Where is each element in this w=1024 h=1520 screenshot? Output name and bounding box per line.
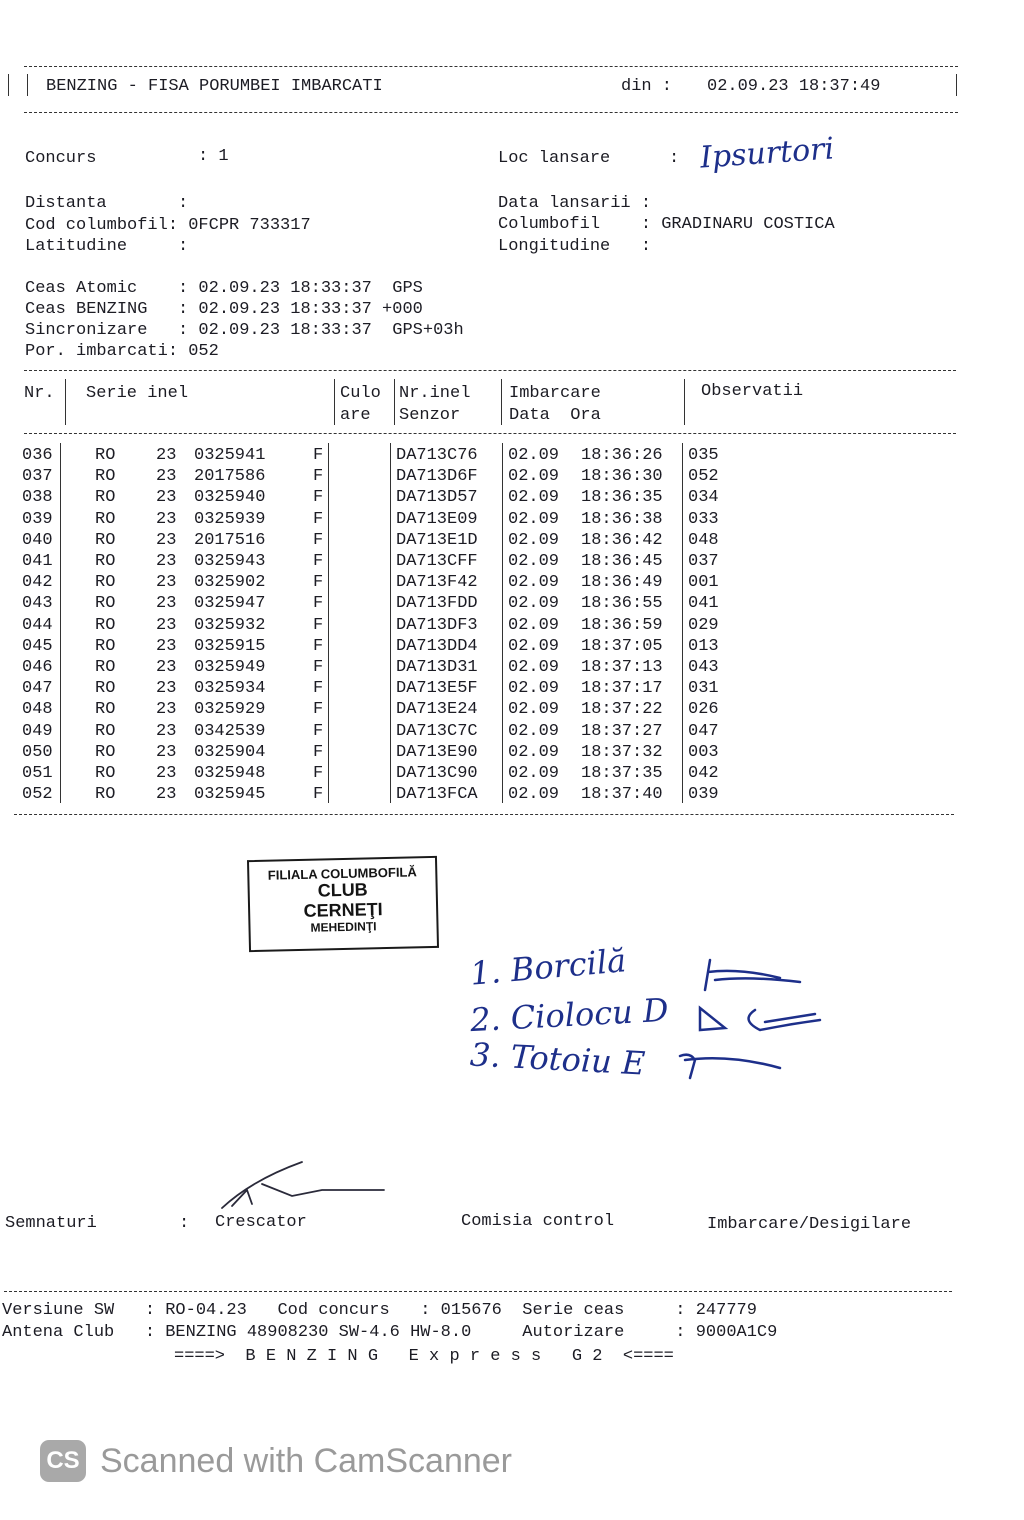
camscanner-logo-icon: CS: [40, 1440, 86, 1482]
print-date-value: 02.09.23 18:37:49: [707, 77, 881, 96]
row-sex: F: [313, 467, 324, 487]
row-sex: F: [313, 509, 324, 529]
row-serie: 0325948: [194, 764, 266, 783]
table-col-line-2: [334, 379, 335, 425]
row-data: 02.09: [508, 785, 560, 805]
comisia-control-label: Comisia control: [461, 1212, 615, 1231]
row-country: RO: [95, 446, 116, 465]
row-nr: 046: [22, 658, 53, 677]
table-row: [0, 447, 1024, 468]
footer-top-border: [4, 1291, 952, 1292]
row-senzor: DA713FCA: [396, 785, 478, 805]
row-ora: 18:36:30: [581, 467, 663, 487]
row-sex: F: [313, 446, 324, 465]
row-country: RO: [95, 721, 116, 741]
row-data: 02.09: [508, 742, 560, 762]
table-row: [0, 723, 1024, 744]
footer-line-1: Versiune SW : RO-04.23 Cod concurs : 015676 Serie ceas : 247779: [2, 1301, 757, 1320]
row-data: 02.09: [508, 446, 560, 465]
row-observatii: 043: [688, 658, 719, 677]
row-nr: 041: [22, 552, 53, 571]
row-serie: 0325943: [194, 552, 266, 571]
row-year: 23: [156, 573, 177, 593]
crescator-signature: [212, 1160, 392, 1220]
handwritten-name-1: 1. Borcilă: [468, 941, 628, 993]
header-left-mark: [8, 74, 9, 96]
row-country: RO: [95, 679, 116, 699]
footer-line-3: ====> B E N Z I N G E x p r e s s G 2 <====: [174, 1347, 674, 1366]
col-header-culoare-1: Culo: [340, 384, 381, 403]
row-nr: 039: [22, 509, 53, 529]
row-serie: 0342539: [194, 721, 266, 741]
row-nr: 038: [22, 488, 53, 508]
print-date-label: din :: [621, 77, 673, 96]
row-year: 23: [156, 615, 177, 635]
handwritten-name-2: 2. Ciolocu D: [469, 990, 670, 1040]
row-country: RO: [95, 530, 116, 550]
semnaturi-sep: :: [179, 1214, 190, 1233]
row-ora: 18:36:55: [581, 594, 663, 614]
row-country: RO: [95, 594, 116, 614]
table-row: [0, 786, 1024, 807]
row-nr: 051: [22, 764, 53, 783]
row-sex: F: [313, 530, 324, 550]
row-ora: 18:36:42: [581, 530, 663, 550]
table-row: [0, 532, 1024, 553]
header-bottom-border: [24, 112, 958, 113]
row-nr: 049: [22, 721, 53, 741]
row-observatii: 026: [688, 700, 719, 720]
row-year: 23: [156, 467, 177, 487]
row-senzor: DA713E24: [396, 700, 478, 720]
row-nr: 047: [22, 679, 53, 699]
row-observatii: 003: [688, 742, 719, 762]
row-ora: 18:36:49: [581, 573, 663, 593]
club-stamp: [247, 856, 439, 952]
row-country: RO: [95, 742, 116, 762]
row-data: 02.09: [508, 488, 560, 508]
row-country: RO: [95, 573, 116, 593]
row-ora: 18:36:35: [581, 488, 663, 508]
table-col-line-1: [65, 379, 66, 425]
row-serie: 0325932: [194, 615, 266, 635]
col-header-nrinel-1: Nr.inel: [399, 384, 471, 403]
row-nr: 042: [22, 573, 53, 593]
row-senzor: DA713C90: [396, 764, 478, 783]
concurs-value: : 1: [198, 147, 229, 166]
table-row: [0, 659, 1024, 680]
distanta-line: Distanta :: [25, 194, 189, 213]
row-ora: 18:36:38: [581, 509, 663, 529]
row-senzor: DA713E5F: [396, 679, 478, 699]
row-country: RO: [95, 658, 116, 677]
crescator-label: Crescator: [215, 1213, 307, 1232]
row-senzor: DA713C7C: [396, 721, 478, 741]
row-serie: 0325904: [194, 742, 266, 762]
table-row: [0, 468, 1024, 489]
latitudine-line: Latitudine :: [25, 237, 189, 256]
concurs-label: Concurs: [25, 149, 97, 168]
col-header-nr: Nr.: [24, 384, 55, 403]
table-row: [0, 638, 1024, 659]
row-nr: 044: [22, 615, 53, 635]
row-country: RO: [95, 467, 116, 487]
row-ora: 18:37:22: [581, 700, 663, 720]
row-country: RO: [95, 509, 116, 529]
row-sex: F: [313, 573, 324, 593]
row-observatii: 037: [688, 552, 719, 571]
row-data: 02.09: [508, 721, 560, 741]
row-sex: F: [313, 636, 324, 656]
row-observatii: 001: [688, 573, 719, 593]
header-right-border: [956, 74, 957, 96]
loc-lansare-sep: :: [669, 149, 680, 168]
row-observatii: 039: [688, 785, 719, 805]
row-serie: 0325915: [194, 636, 266, 656]
row-year: 23: [156, 658, 177, 677]
row-observatii: 041: [688, 594, 719, 614]
table-row: [0, 511, 1024, 532]
row-nr: 040: [22, 530, 53, 550]
row-year: 23: [156, 785, 177, 805]
row-data: 02.09: [508, 573, 560, 593]
row-year: 23: [156, 488, 177, 508]
row-nr: 045: [22, 636, 53, 656]
row-sex: F: [313, 658, 324, 677]
row-sex: F: [313, 785, 324, 805]
table-row: [0, 617, 1024, 638]
table-row: [0, 553, 1024, 574]
row-year: 23: [156, 721, 177, 741]
row-senzor: DA713DD4: [396, 636, 478, 656]
row-year: 23: [156, 446, 177, 465]
ceas-benzing-line: Ceas BENZING : 02.09.23 18:33:37 +000: [25, 300, 423, 319]
row-data: 02.09: [508, 679, 560, 699]
row-year: 23: [156, 636, 177, 656]
row-sex: F: [313, 594, 324, 614]
row-observatii: 052: [688, 467, 719, 487]
sincronizare-line: Sincronizare : 02.09.23 18:33:37 GPS+03h: [25, 321, 464, 340]
col-header-serie: Serie inel: [86, 384, 189, 403]
row-senzor: DA713CFF: [396, 552, 478, 571]
document-title: BENZING - FISA PORUMBEI IMBARCATI: [46, 77, 383, 96]
row-observatii: 031: [688, 679, 719, 699]
semnaturi-label: Semnaturi: [5, 1214, 97, 1233]
row-serie: 0325947: [194, 594, 266, 614]
table-row: [0, 489, 1024, 510]
row-sex: F: [313, 721, 324, 741]
row-serie: 0325939: [194, 509, 266, 529]
row-senzor: DA713E90: [396, 742, 478, 762]
row-year: 23: [156, 742, 177, 762]
row-year: 23: [156, 700, 177, 720]
row-nr: 052: [22, 785, 53, 805]
stamp-line-2: CLUB: [317, 879, 368, 901]
header-top-border: [24, 66, 958, 67]
row-senzor: DA713C76: [396, 446, 478, 465]
row-serie: 2017516: [194, 530, 266, 550]
row-nr: 048: [22, 700, 53, 720]
col-header-culoare-2: are: [340, 406, 371, 425]
handwritten-initials: [670, 950, 840, 1090]
col-header-imbarcare-1: Imbarcare: [509, 384, 601, 403]
col-header-imbarcare-2: Data Ora: [509, 406, 601, 425]
col-header-observatii: Observatii: [701, 382, 804, 401]
table-row: [0, 595, 1024, 616]
row-ora: 18:36:59: [581, 615, 663, 635]
table-top-border: [24, 370, 956, 371]
row-serie: 0325940: [194, 488, 266, 508]
camscanner-text: Scanned with CamScanner: [100, 1442, 513, 1480]
row-sex: F: [313, 764, 324, 783]
footer-line-2: Antena Club : BENZING 48908230 SW-4.6 HW-8.0 Autorizare : 9000A1C9: [2, 1323, 778, 1342]
header-left-border: [27, 74, 28, 96]
row-observatii: 029: [688, 615, 719, 635]
row-serie: 0325941: [194, 446, 266, 465]
cod-columbofil-line: Cod columbofil: 0FCPR 733317: [25, 216, 311, 235]
row-data: 02.09: [508, 467, 560, 487]
imbarcare-desigilare-label: Imbarcare/Desigilare: [707, 1215, 912, 1234]
row-data: 02.09: [508, 552, 560, 571]
row-senzor: DA713D31: [396, 658, 478, 677]
row-serie: 0325934: [194, 679, 266, 699]
row-data: 02.09: [508, 700, 560, 720]
table-col-line-3: [394, 379, 395, 425]
row-senzor: DA713D57: [396, 488, 478, 508]
row-observatii: 034: [688, 488, 719, 508]
row-country: RO: [95, 615, 116, 635]
row-nr: 036: [22, 446, 53, 465]
row-ora: 18:37:40: [581, 785, 663, 805]
loc-lansare-label: Loc lansare: [498, 149, 611, 168]
row-nr: 050: [22, 742, 53, 762]
table-col-line-4: [501, 379, 502, 425]
table-bottom-border: [14, 814, 954, 815]
table-row: [0, 744, 1024, 765]
row-sex: F: [313, 488, 324, 508]
row-observatii: 033: [688, 509, 719, 529]
row-senzor: DA713D6F: [396, 467, 478, 487]
col-header-nrinel-2: Senzor: [399, 406, 461, 425]
row-sex: F: [313, 615, 324, 635]
row-ora: 18:37:13: [581, 658, 663, 677]
row-nr: 037: [22, 467, 53, 487]
handwritten-name-3: 3. Totoiu E: [469, 1035, 647, 1083]
row-ora: 18:37:27: [581, 721, 663, 741]
row-senzor: DA713F42: [396, 573, 478, 593]
row-ora: 18:37:17: [581, 679, 663, 699]
row-observatii: 047: [688, 721, 719, 741]
ceas-atomic-line: Ceas Atomic : 02.09.23 18:33:37 GPS: [25, 279, 423, 298]
table-row: [0, 765, 1024, 786]
row-data: 02.09: [508, 658, 560, 677]
table-row: [0, 574, 1024, 595]
row-observatii: 035: [688, 446, 719, 465]
table-header-bottom-border: [24, 433, 956, 434]
row-observatii: 042: [688, 764, 719, 783]
row-year: 23: [156, 594, 177, 614]
row-senzor: DA713E1D: [396, 530, 478, 550]
row-year: 23: [156, 530, 177, 550]
row-sex: F: [313, 679, 324, 699]
row-data: 02.09: [508, 509, 560, 529]
row-data: 02.09: [508, 636, 560, 656]
row-country: RO: [95, 488, 116, 508]
row-serie: 0325929: [194, 700, 266, 720]
row-serie: 0325945: [194, 785, 266, 805]
stamp-line-1: FILIALA COLUMBOFILĂ: [267, 864, 417, 883]
row-year: 23: [156, 509, 177, 529]
row-country: RO: [95, 764, 116, 783]
row-sex: F: [313, 552, 324, 571]
row-serie: 2017586: [194, 467, 266, 487]
row-nr: 043: [22, 594, 53, 614]
loc-lansare-handwritten: Ipsurtori: [698, 131, 836, 176]
table-row: [0, 680, 1024, 701]
row-ora: 18:37:35: [581, 764, 663, 783]
row-data: 02.09: [508, 615, 560, 635]
row-data: 02.09: [508, 530, 560, 550]
row-sex: F: [313, 700, 324, 720]
data-lansarii-line: Data lansarii :: [498, 194, 652, 213]
table-col-line-5: [684, 379, 685, 425]
row-observatii: 013: [688, 636, 719, 656]
row-country: RO: [95, 785, 116, 805]
row-country: RO: [95, 700, 116, 720]
row-year: 23: [156, 679, 177, 699]
stamp-line-4: MEHEDINŢI: [310, 919, 377, 935]
row-senzor: DA713E09: [396, 509, 478, 529]
row-senzor: DA713DF3: [396, 615, 478, 635]
row-serie: 0325902: [194, 573, 266, 593]
row-observatii: 048: [688, 530, 719, 550]
row-ora: 18:36:26: [581, 446, 663, 465]
row-ora: 18:37:32: [581, 742, 663, 762]
row-data: 02.09: [508, 594, 560, 614]
row-serie: 0325949: [194, 658, 266, 677]
row-country: RO: [95, 636, 116, 656]
row-year: 23: [156, 764, 177, 783]
row-senzor: DA713FDD: [396, 594, 478, 614]
stamp-line-3: CERNEŢI: [303, 899, 383, 921]
row-ora: 18:37:05: [581, 636, 663, 656]
row-year: 23: [156, 552, 177, 571]
row-country: RO: [95, 552, 116, 571]
table-row: [0, 701, 1024, 722]
columbofil-line: Columbofil : GRADINARU COSTICA: [498, 215, 835, 234]
row-sex: F: [313, 742, 324, 762]
longitudine-line: Longitudine :: [498, 237, 652, 256]
row-data: 02.09: [508, 764, 560, 783]
row-ora: 18:36:45: [581, 552, 663, 571]
porumbei-imbarcati-line: Por. imbarcati: 052: [25, 342, 219, 361]
